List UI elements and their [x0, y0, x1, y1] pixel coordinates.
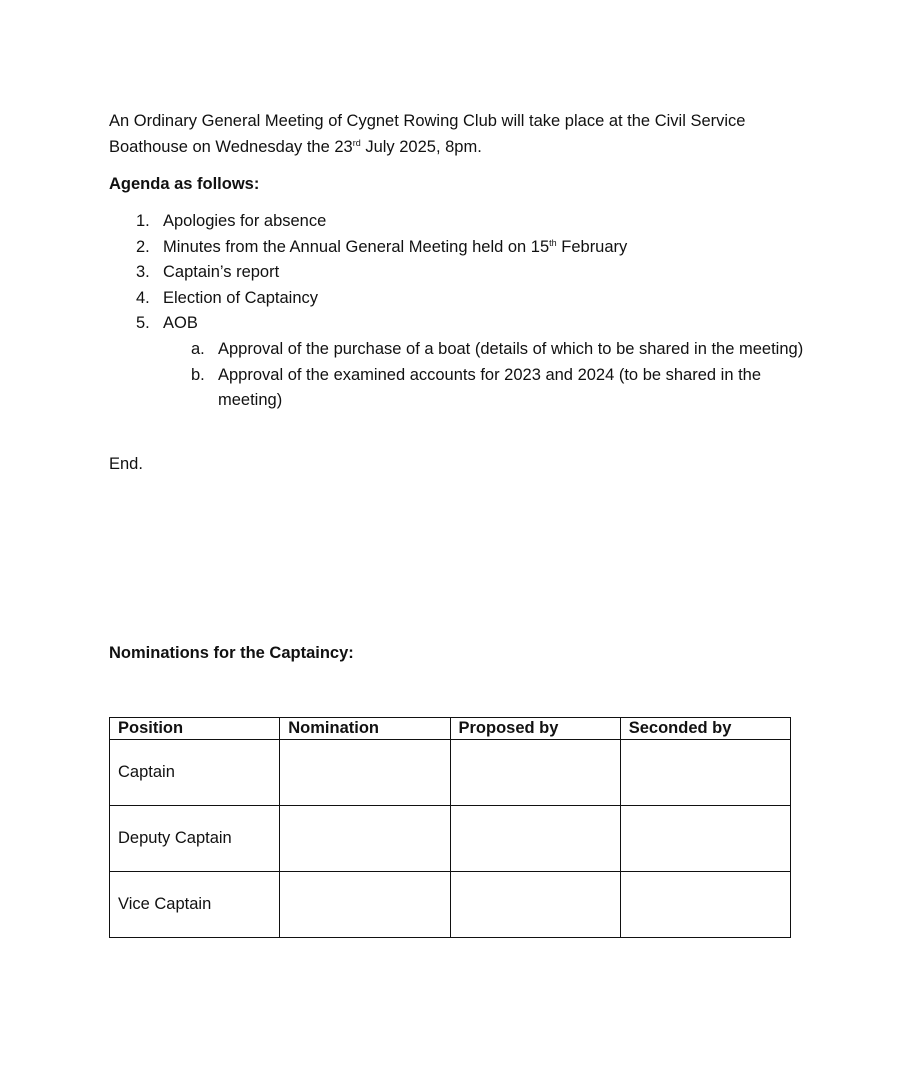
aob-subitem-text: Approval of the purchase of a boat (details of which to be shared in the meeting) — [218, 340, 804, 358]
seconded-by-cell — [620, 806, 790, 872]
aob-subitem-letter: b. — [191, 365, 205, 384]
position-cell: Vice Captain — [110, 872, 280, 938]
agenda-item-number: 5. — [136, 314, 150, 333]
proposed-by-cell — [450, 806, 620, 872]
agenda-list — [109, 209, 809, 337]
agenda-item — [109, 311, 809, 337]
agenda-item-text-end: February — [556, 237, 628, 256]
nomination-cell — [280, 806, 450, 872]
column-header-position: Position — [110, 718, 280, 740]
proposed-by-cell — [450, 740, 620, 806]
table-row — [110, 740, 791, 806]
date-ordinal-suffix: th — [549, 237, 557, 248]
agenda-item — [109, 235, 809, 261]
agenda-item — [109, 209, 809, 235]
aob-subitem-letter: a. — [191, 340, 205, 358]
agenda-item — [109, 260, 809, 286]
table-row — [110, 806, 791, 872]
column-header-proposed-by: Proposed by — [450, 718, 620, 740]
aob-subitem-text: Approval of the examined accounts for 2023 and 2024 (to be shared in the meeting) — [218, 365, 762, 410]
agenda-item-text: Minutes from the Annual General Meeting held on 15 — [163, 237, 550, 256]
position-cell: Deputy Captain — [110, 806, 280, 872]
aob-subitem — [163, 337, 808, 363]
aob-subitem — [163, 363, 808, 414]
nominations-heading: Nominations for the Captaincy: — [109, 644, 354, 662]
agenda-item — [109, 286, 809, 312]
agenda-item-text: AOB — [163, 314, 198, 333]
column-header-seconded-by: Seconded by — [620, 718, 790, 740]
nomination-cell — [280, 872, 450, 938]
agenda-item-text: Captain’s report — [163, 263, 280, 282]
agenda-heading: Agenda as follows: — [109, 175, 260, 193]
table-row — [110, 872, 791, 938]
column-header-nomination: Nomination — [280, 718, 450, 740]
date-ordinal-suffix: rd — [352, 138, 361, 148]
seconded-by-cell — [620, 872, 790, 938]
position-cell: Captain — [110, 740, 280, 806]
agenda-item-text: Apologies for absence — [163, 212, 327, 230]
end-text: End. — [109, 455, 143, 473]
meeting-notice-text: An Ordinary General Meeting of Cygnet Rowing Club will take place at the Civil Service Boathouse on Wednesday the 23 — [109, 112, 746, 156]
agenda-item-number: 3. — [136, 263, 150, 282]
nominations-table — [109, 717, 791, 938]
agenda-item-number: 1. — [136, 212, 150, 230]
aob-sublist — [109, 337, 809, 414]
proposed-by-cell — [450, 872, 620, 938]
agenda-item-text: Election of Captaincy — [163, 288, 319, 307]
table-header-row — [110, 718, 791, 740]
agenda-item-number: 4. — [136, 288, 150, 307]
nomination-cell — [280, 740, 450, 806]
agenda-item-number: 2. — [136, 237, 150, 256]
seconded-by-cell — [620, 740, 790, 806]
meeting-notice-date: July 2025, 8pm. — [360, 138, 482, 156]
meeting-notice — [109, 108, 809, 160]
